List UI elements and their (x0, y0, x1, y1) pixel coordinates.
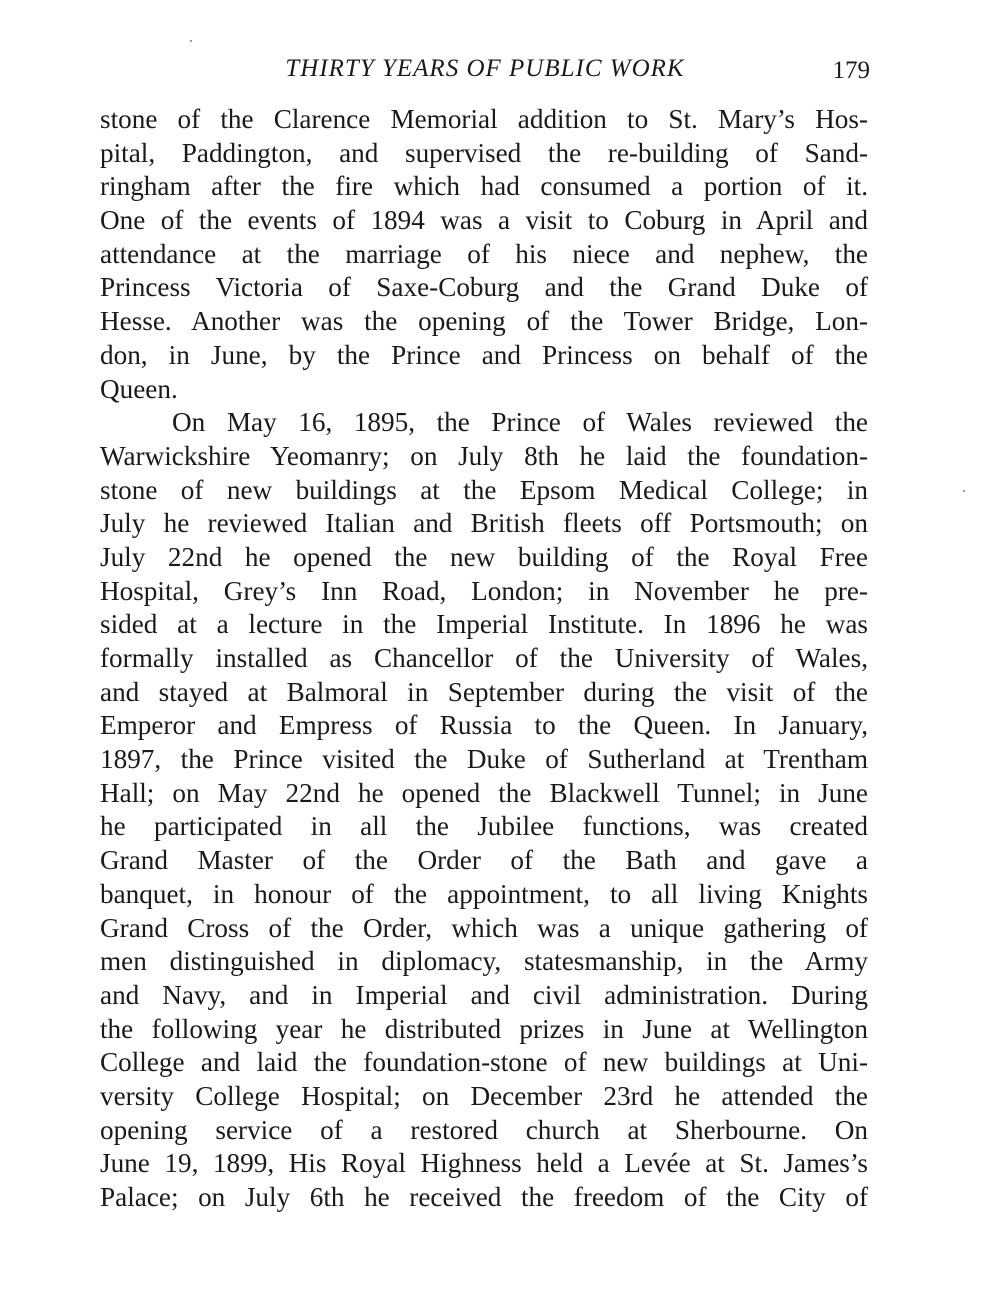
text-line: and stayed at Balmoral in September during the visit of the (100, 676, 868, 707)
text-line: versity College Hospital; on December 23rd he attended the (100, 1080, 868, 1111)
text-line: and Navy, and in Imperial and civil administration. During (100, 979, 868, 1010)
running-header (100, 52, 870, 88)
text-line: men distinguished in diplomacy, statesmanship, in the Army (100, 946, 868, 977)
running-title: THIRTY YEARS OF PUBLIC WORK (285, 55, 685, 82)
page-number: 179 (832, 57, 870, 84)
text-line: he participated in all the Jubilee functions, was created (100, 811, 868, 842)
text-line: Warwickshire Yeomanry; on July 8th he laid the foundation- (100, 440, 868, 471)
text-line: opening service of a restored church at Sherbourne. On (100, 1114, 868, 1145)
text-line: Hospital, Grey’s Inn Road, London; in November he pre- (100, 575, 868, 606)
text-line: Hall; on May 22nd he opened the Blackwell Tunnel; in June (100, 777, 868, 808)
text-line: stone of the Clarence Memorial addition to St. Mary’s Hos- (100, 104, 868, 134)
paragraph-first-line: On May 16, 1895, the Prince of Wales reviewed the (172, 407, 868, 438)
text-line: Princess Victoria of Saxe-Coburg and the Grand Duke of (100, 272, 868, 303)
text-line: don, in June, by the Prince and Princess on behalf of the (100, 339, 868, 370)
text-line: ringham after the fire which had consumed a portion of it. (100, 171, 868, 202)
text-line: attendance at the marriage of his niece and nephew, the (100, 238, 868, 269)
scan-speck (190, 40, 192, 42)
text-line: June 19, 1899, His Royal Highness held a Levée at St. James’s (100, 1148, 868, 1179)
text-line: sided at a lecture in the Imperial Institute. In 1896 he was (100, 609, 868, 640)
text-line: Hesse. Another was the opening of the Tower Bridge, Lon- (100, 306, 868, 337)
text-line: Palace; on July 6th he received the freedom of the City of (100, 1182, 868, 1212)
text-line: July he reviewed Italian and British fleets off Portsmouth; on (100, 508, 868, 539)
text-line: College and laid the foundation-stone of new buildings at Uni- (100, 1047, 868, 1078)
body-text (100, 103, 868, 1215)
text-line: the following year he distributed prizes in June at Wellington (100, 1013, 868, 1044)
text-line: Grand Cross of the Order, which was a unique gathering of (100, 912, 868, 943)
text-line: pital, Paddington, and supervised the re-building of Sand- (100, 137, 868, 168)
text-line: formally installed as Chancellor of the University of Wales, (100, 643, 868, 673)
scan-speck (963, 490, 965, 492)
text-line: Emperor and Empress of Russia to the Queen. In January, (100, 710, 868, 741)
text-line: stone of new buildings at the Epsom Medical College; in (100, 474, 868, 505)
text-line: July 22nd he opened the new building of the Royal Free (100, 541, 868, 572)
text-line: banquet, in honour of the appointment, to all living Knights (100, 878, 868, 909)
text-line: One of the events of 1894 was a visit to Coburg in April and (100, 205, 868, 236)
text-line: Grand Master of the Order of the Bath and gave a (100, 845, 868, 876)
text-line: 1897, the Prince visited the Duke of Sutherland at Trentham (100, 744, 868, 775)
paragraph-end-line: Queen. (100, 373, 178, 404)
